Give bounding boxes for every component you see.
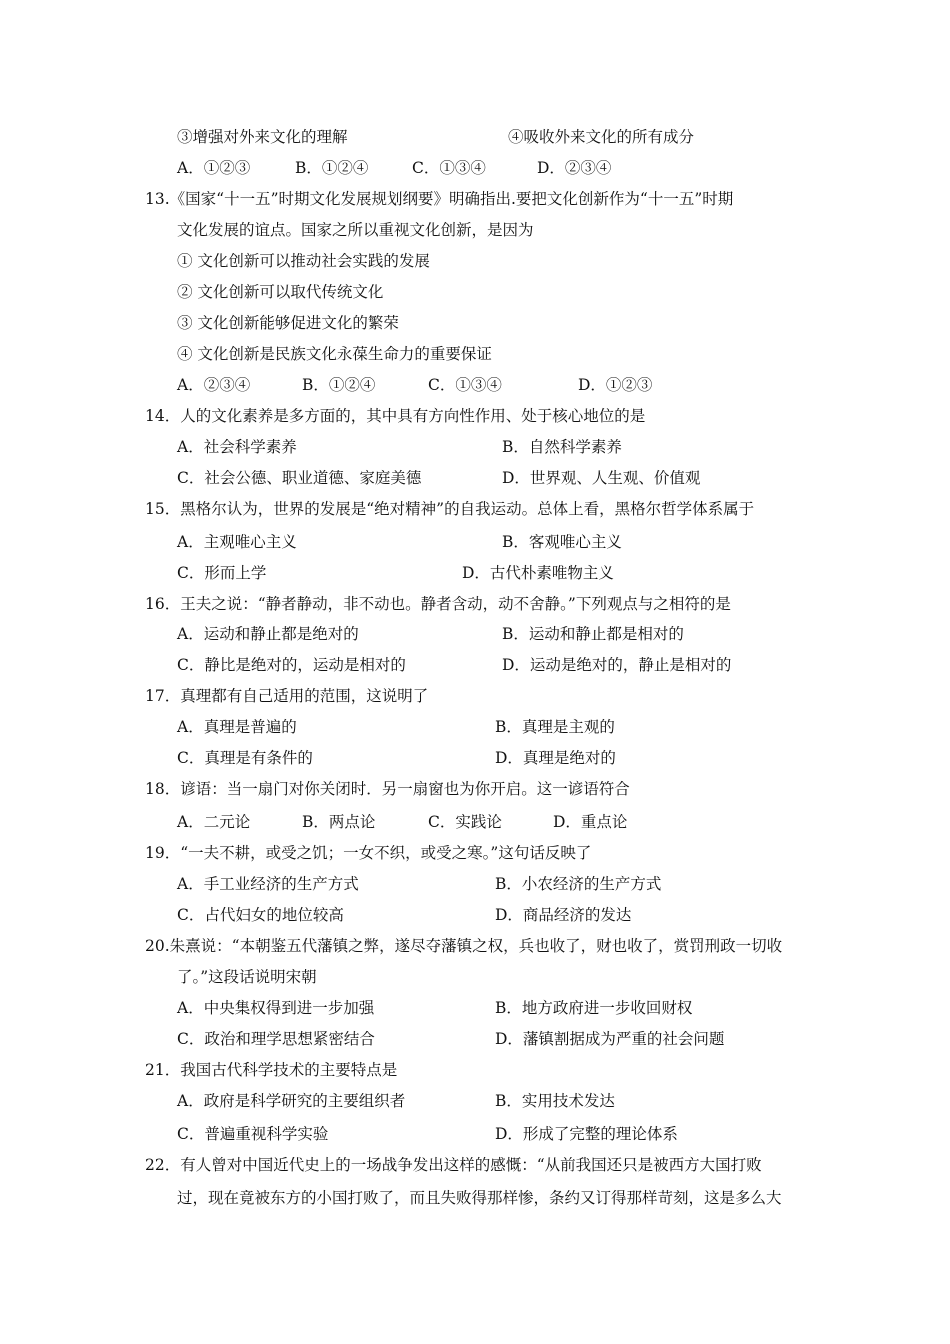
q20-option-a: A．中央集权得到进一步加强 <box>177 999 375 1017</box>
q15-option-c: C．形而上学 <box>177 564 267 582</box>
q13-stem-line-1: 13.《国家“十一五”时期文化发展规划纲要》明确指出.要把文化创新作为“十一五”时期 <box>145 190 734 208</box>
q13-item-1: ① 文化创新可以推动社会实践的发展 <box>177 252 430 270</box>
q20-option-d: D．藩镇割据成为严重的社会问题 <box>495 1030 725 1048</box>
q14-option-d: D．世界观、人生观、价值观 <box>502 469 701 487</box>
q20-stem-line-1: 20.朱熹说：“本朝鉴五代藩镇之弊，遂尽夺藩镇之权，兵也收了，财也收了，赏罚刑政一切收 <box>145 937 783 955</box>
q13-option-c: C．①③④ <box>428 376 502 394</box>
q14-option-c: C．社会公德、职业道德、家庭美德 <box>177 469 422 487</box>
q12-option-c: C．①③④ <box>412 159 486 177</box>
q18-option-d: D．重点论 <box>553 813 628 831</box>
q17-option-c: C．真理是有条件的 <box>177 749 313 767</box>
q21-option-b: B．实用技术发达 <box>495 1092 615 1110</box>
q20-option-b: B．地方政府进一步收回财权 <box>495 999 693 1017</box>
q19-stem: 19．“一夫不耕，或受之饥；一女不织，或受之寒。”这句话反映了 <box>145 844 592 862</box>
q18-option-b: B．两点论 <box>302 813 376 831</box>
q16-option-c: C．静比是绝对的，运动是相对的 <box>177 656 406 674</box>
q16-option-d: D．运动是绝对的，静止是相对的 <box>502 656 732 674</box>
q12-item-3: ③增强对外来文化的理解 <box>177 128 348 146</box>
q20-option-c: C．政治和理学思想紧密结合 <box>177 1030 375 1048</box>
q13-item-3: ③ 文化创新能够促进文化的繁荣 <box>177 314 399 332</box>
q15-stem: 15．黑格尔认为，世界的发展是“绝对精神”的自我运动。总体上看，黑格尔哲学体系属于 <box>145 500 755 518</box>
q15-option-b: B．客观唯心主义 <box>502 533 622 551</box>
q14-option-a: A．社会科学素养 <box>177 438 297 456</box>
q13-stem-line-2: 文化发展的谊点。国家之所以重视文化创新，是因为 <box>177 221 534 239</box>
q16-stem: 16．王夫之说：“静者静动，非不动也。静者含动，动不舍静。”下列观点与之相符的是 <box>145 595 731 613</box>
q21-stem: 21．我国古代科学技术的主要特点是 <box>145 1061 398 1079</box>
q12-item-4: ④吸收外来文化的所有成分 <box>508 128 695 146</box>
q22-stem-line-1: 22．有人曾对中国近代史上的一场战争发出这样的感慨：“从前我国还只是被西方大国打败 <box>145 1156 762 1174</box>
q21-option-d: D．形成了完整的理论体系 <box>495 1125 678 1143</box>
q17-option-d: D．真理是绝对的 <box>495 749 616 767</box>
q13-option-a: A．②③④ <box>177 376 251 394</box>
q20-stem-line-2: 了。”这段话说明宋朝 <box>177 968 317 986</box>
q18-stem: 18．谚语：当一扇门对你关闭时．另一扇窗也为你开启。这一谚语符合 <box>145 780 630 798</box>
q12-option-d: D．②③④ <box>537 159 612 177</box>
q17-option-b: B．真理是主观的 <box>495 718 615 736</box>
q15-option-d: D．古代朴素唯物主义 <box>462 564 614 582</box>
q19-option-a: A．手工业经济的生产方式 <box>177 875 359 893</box>
q12-option-a: A．①②③ <box>177 159 251 177</box>
q21-option-a: A．政府是科学研究的主要组织者 <box>177 1092 406 1110</box>
q14-option-b: B．自然科学素养 <box>502 438 622 456</box>
q14-stem: 14．人的文化素养是多方面的，其中具有方向性作用、处于核心地位的是 <box>145 407 646 425</box>
q22-stem-line-2: 过，现在竟被东方的小国打败了，而且失败得那样惨，条约又订得那样苛刻，这是多么大 <box>177 1189 782 1207</box>
q13-item-2: ② 文化创新可以取代传统文化 <box>177 283 384 301</box>
q17-stem: 17．真理都有自己适用的范围，这说明了 <box>145 687 429 705</box>
q16-option-a: A．运动和静止都是绝对的 <box>177 625 359 643</box>
q19-option-d: D．商品经济的发达 <box>495 906 632 924</box>
q19-option-c: C．占代妇女的地位较高 <box>177 906 344 924</box>
q18-option-c: C．实践论 <box>428 813 502 831</box>
q18-option-a: A．二元论 <box>177 813 251 831</box>
q21-option-c: C．普遍重视科学实验 <box>177 1125 329 1143</box>
q13-option-d: D．①②③ <box>578 376 653 394</box>
q15-option-a: A．主观唯心主义 <box>177 533 297 551</box>
q13-item-4: ④ 文化创新是民族文化永葆生命力的重要保证 <box>177 345 492 363</box>
q19-option-b: B．小农经济的生产方式 <box>495 875 662 893</box>
q13-option-b: B．①②④ <box>302 376 376 394</box>
q16-option-b: B．运动和静止都是相对的 <box>502 625 684 643</box>
q12-option-b: B．①②④ <box>295 159 369 177</box>
q17-option-a: A．真理是普遍的 <box>177 718 297 736</box>
